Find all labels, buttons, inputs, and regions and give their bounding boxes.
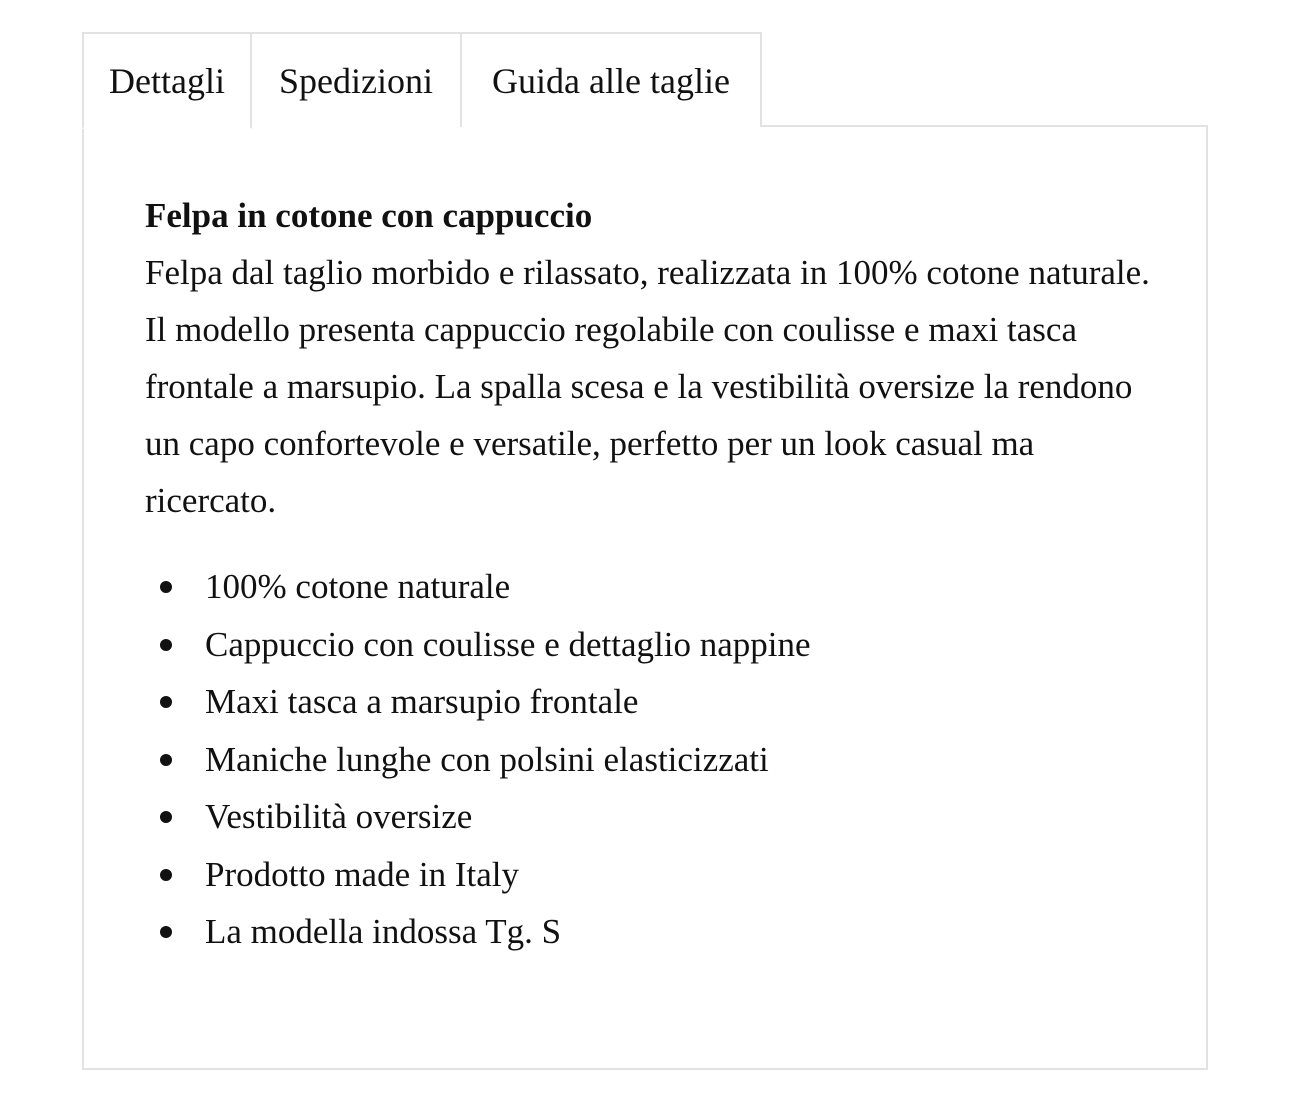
product-info-tabs	[82, 32, 1208, 1070]
feature-list	[145, 558, 1155, 961]
bullet-dot-icon	[160, 581, 172, 593]
feature-text: La modella indossa Tg. S	[205, 912, 562, 951]
tab-panel-dettagli	[82, 125, 1208, 1070]
product-description: Felpa dal taglio morbido e rilassato, realizzata in 100% cotone naturale. Il modello presenta cappuccio regolabile con coulisse e maxi tasca frontale a marsupio. La spalla scesa e la vestibilità oversize la rendono un capo confortevole e versatile, perfetto per un look casual ma ricercato.	[145, 253, 1150, 520]
list-item	[145, 846, 1155, 904]
bullet-dot-icon	[160, 926, 172, 938]
list-item	[145, 616, 1155, 674]
tab-spedizioni[interactable]: Spedizioni	[250, 32, 462, 127]
tab-guida-alle-taglie[interactable]: Guida alle taglie	[460, 32, 762, 127]
feature-text: Cappuccio con coulisse e dettaglio nappine	[205, 624, 811, 664]
bullet-dot-icon	[160, 869, 172, 881]
feature-text: 100% cotone naturale	[205, 567, 511, 606]
list-item	[145, 558, 1155, 616]
details-content	[145, 187, 1155, 961]
bullet-dot-icon	[160, 754, 172, 766]
bullet-dot-icon	[160, 696, 172, 708]
bullet-dot-icon	[160, 811, 172, 823]
feature-text: Vestibilità oversize	[205, 797, 473, 836]
list-item	[145, 788, 1155, 846]
feature-text: Maniche lunghe con polsini elasticizzati	[205, 739, 769, 779]
feature-text: Prodotto made in Italy	[205, 854, 519, 894]
list-item	[145, 673, 1155, 731]
feature-text: Maxi tasca a marsupio frontale	[205, 682, 639, 721]
product-title: Felpa in cotone con cappuccio	[145, 196, 593, 235]
tab-bar	[82, 32, 760, 127]
bullet-dot-icon	[160, 639, 172, 651]
list-item	[145, 903, 1155, 961]
list-item	[145, 731, 1155, 789]
tab-dettagli[interactable]: Dettagli	[82, 32, 252, 129]
